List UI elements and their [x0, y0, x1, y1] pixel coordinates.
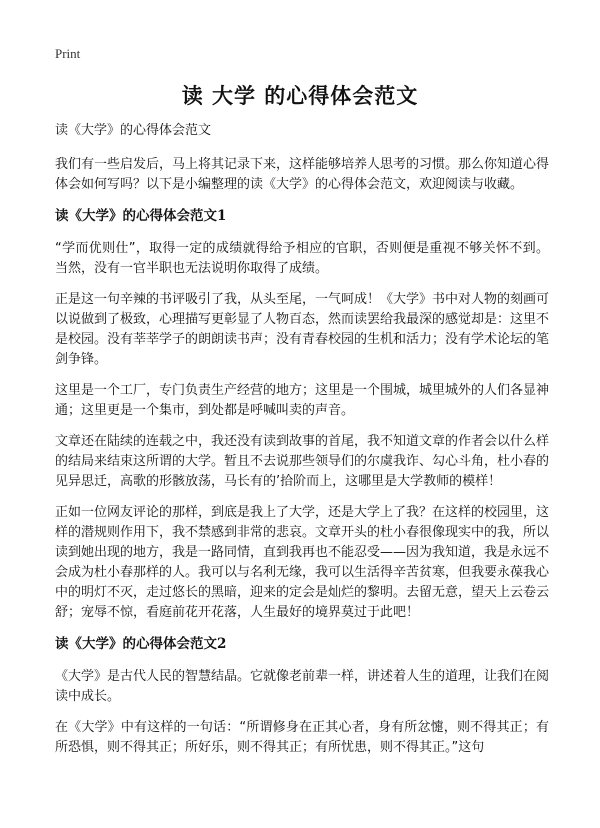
section-1-paragraph-3: 这里是一个工厂，专门负责生产经营的地方；这里是一个围城，城里城外的人们各显神通；这里更是一个集市，到处都是呼喊叫卖的声音。 — [55, 383, 550, 418]
section-heading-1: 读《大学》的心得体会范文1 — [55, 208, 227, 224]
page-title: 读 大学 的心得体会范文 — [181, 84, 419, 108]
section-2-paragraph-2: 在《大学》中有这样的一句话：“所谓修身在正其心者，身有所忿懥，则不得其正；有所恐惧，则不得其正；所好乐，则不得其正；有所忧患，则不得其正。”这句 — [55, 720, 549, 755]
section-1-paragraph-1: “学而优则仕”，取得一定的成绩就得给予相应的官职，否则便是重视不够关怀不到。当然，没有一官半职也无法说明你取得了成绩。 — [55, 241, 549, 276]
intro-paragraph: 我们有一些启发后，马上将其记录下来，这样能够培养人思考的习惯。那么你知道心得体会如何写吗？以下是小编整理的读《大学》的心得体会范文，欢迎阅读与收藏。 — [55, 157, 550, 192]
section-1-paragraph-4: 文章还在陆续的连载之中，我还没有读到故事的首尾，我不知道文章的作者会以什么样的结局来结束这所谓的大学。暂且不去说那些领导们的尔虞我诈、勾心斗角，杜小春的见异思迁，高歌的形骸放荡，马长有的’拾阶而上，这哪里是大学教师的模样！ — [55, 434, 550, 489]
article-body — [55, 121, 549, 769]
section-heading-2: 读《大学》的心得体会范文2 — [55, 636, 227, 652]
section-1-paragraph-5: 正如一位网友评论的那样，到底是我上了大学，还是大学上了我？在这样的校园里，这样的潜规则作用下，我不禁感到非常的悲哀。文章开头的杜小春很像现实中的我，所以读到她出现的地方，我是一路同情，直到我再也不能忍受——因为我知道，我是永远不会成为杜小春那样的人。我可以与名利无缘，我可以生活得辛苦贫寒，但我要永葆我心中的明灯不灭，走过悠长的黑暗，迎来的定会是灿烂的黎明。去留无意，望天上云卷云舒；宠辱不惊，看庭前花开花落，人生最好的境界莫过于此吧！ — [55, 505, 550, 620]
section-1-paragraph-2: 正是这一句辛辣的书评吸引了我，从头至尾，一气呵成！《大学》书中对人物的刻画可以说做到了极致，心理描写更彰显了人物百态，然而读罢给我最深的感觉却是：这里不是校园。没有莘莘学子的朗朗读书声；没有青春校园的生机和活力；没有学术论坛的笔剑争锋。 — [55, 292, 550, 367]
article-subtitle: 读《大学》的心得体会范文 — [55, 123, 212, 138]
section-2-paragraph-1: 《大学》是古代人民的智慧结晶。它就像老前辈一样，讲述着人生的道理，让我们在阅读中成长。 — [55, 669, 550, 704]
print-link[interactable]: Print — [55, 46, 81, 61]
